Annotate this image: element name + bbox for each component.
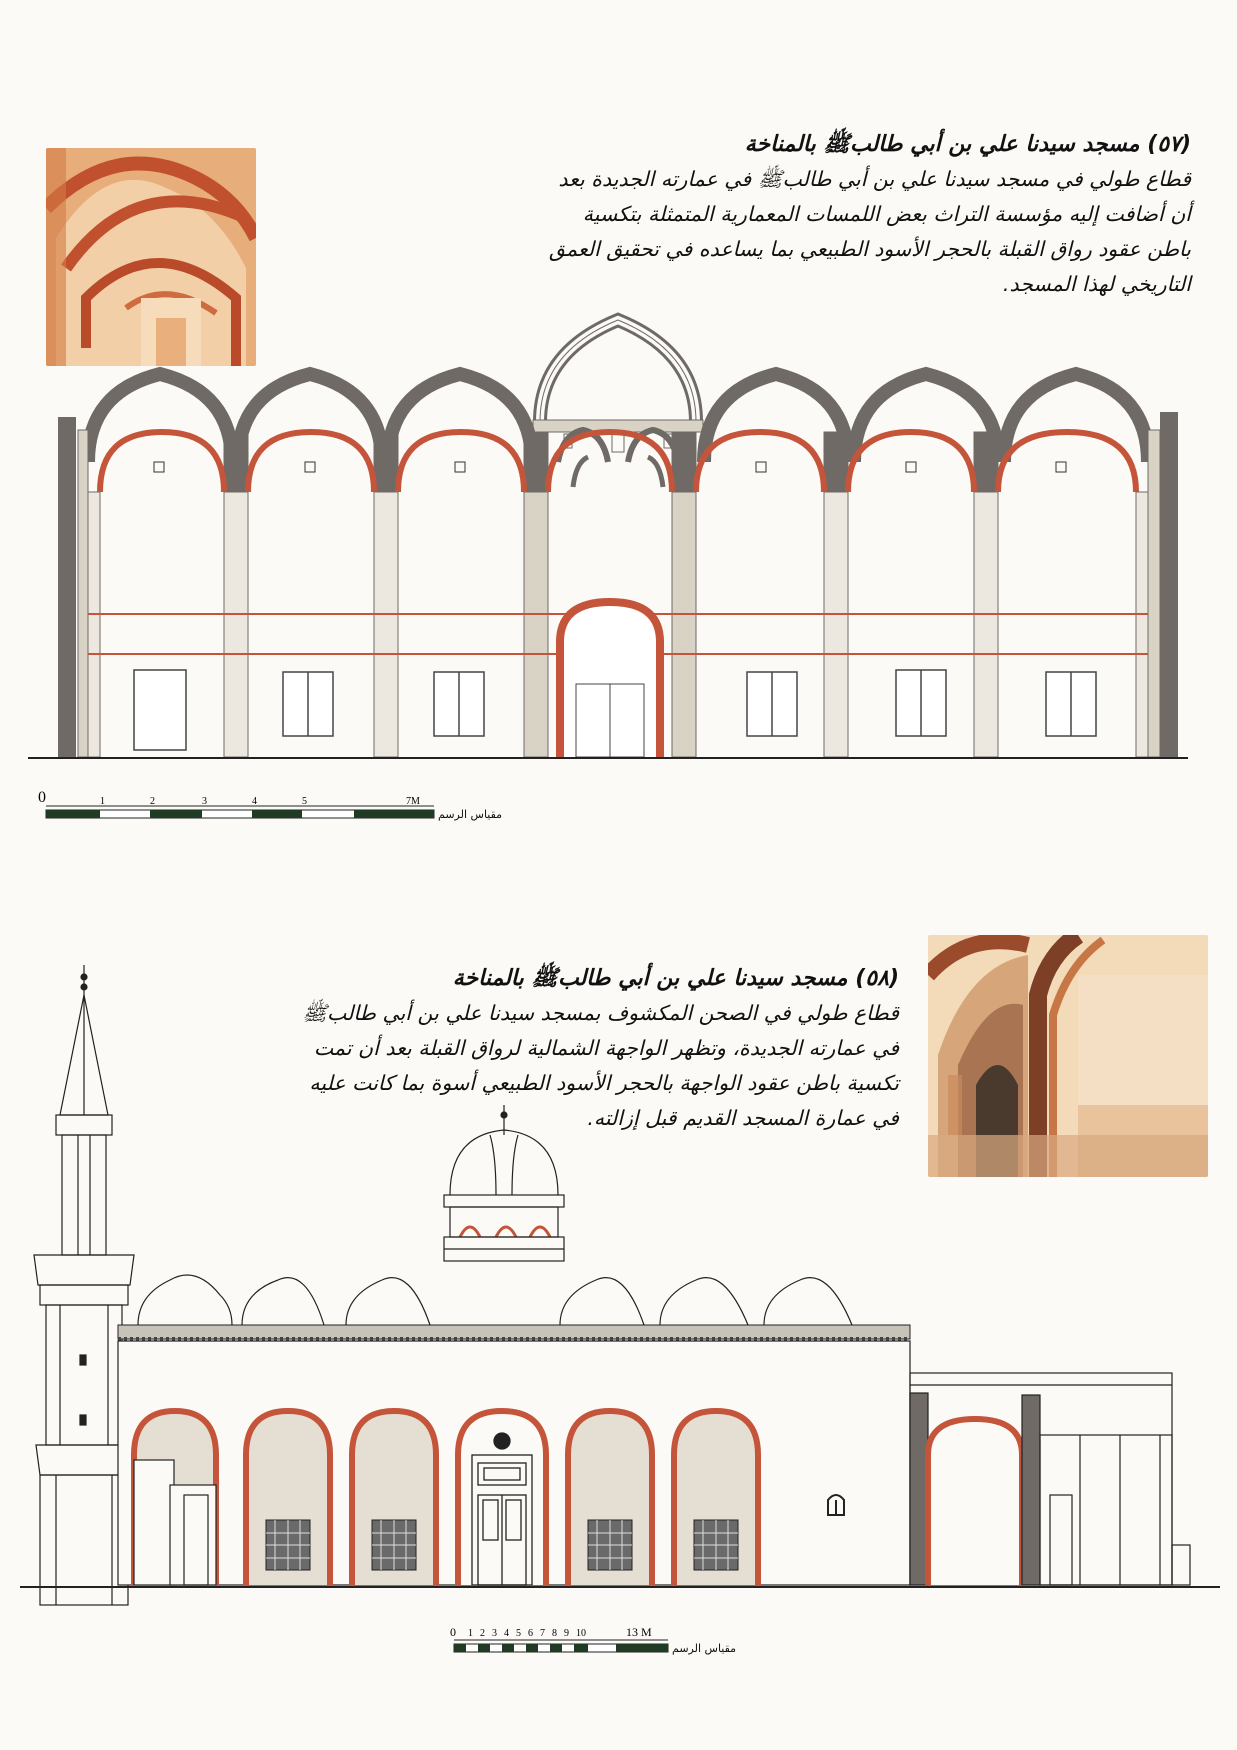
scale-label-57: مقياس الرسم (438, 808, 503, 821)
scale-tick: 7 (540, 1628, 545, 1639)
caption-57-line-2: أن أضافت إليه مؤسسة التراث بعض اللمسات المعمارية المتمثلة بتكسية (582, 202, 1191, 226)
scale-tick: 4 (504, 1628, 509, 1639)
scale-tick: 5 (302, 796, 307, 807)
scale-tick: 7M (406, 796, 420, 807)
caption-58-title: (٥٨) مسجد سيدنا علي بن أبي طالبﷺ بالمناخة (452, 966, 899, 991)
scale-tick: 8 (552, 1628, 557, 1639)
elevation-drawing-57 (28, 312, 1188, 780)
caption-57 (431, 128, 1191, 302)
caption-58-line-1: قطاع طولي في الصحن المكشوف بمسجد سيدنا علي بن أبي طالبﷺ (302, 1001, 899, 1025)
caption-58-line-3: تكسية باطن عقود الواجهة بالحجر الأسود الطبيعي أسوة بما كانت عليه (309, 1071, 899, 1095)
central-door (472, 1433, 532, 1585)
scale-tick: 3 (202, 796, 207, 807)
scale-label-58: مقياس الرسم (672, 1642, 737, 1655)
scale-tick: 0 (38, 789, 46, 806)
scale-tick: 4 (252, 796, 257, 807)
central-doorway (560, 602, 660, 757)
scale-tick: 0 (450, 1625, 456, 1639)
scale-tick: 3 (492, 1628, 497, 1639)
right-annex (910, 1373, 1190, 1585)
caption-58-line-4: في عمارة المسجد القديم قبل إزالته. (587, 1106, 899, 1130)
caption-57-line-1: قطاع طولي في مسجد سيدنا علي بن أبي طالبﷺ في عمارته الجديدة بعد (558, 167, 1191, 191)
caption-57-line-3: باطن عقود رواق القبلة بالحجر الأسود الطبيعي بما يساعده في تحقيق العمق (549, 237, 1191, 261)
scale-tick: 2 (150, 796, 155, 807)
caption-57-title: (٥٧) مسجد سيدنا علي بن أبي طالبﷺ بالمناخة (744, 132, 1191, 157)
central-dome (444, 1105, 564, 1261)
scale-tick: 9 (564, 1628, 569, 1639)
scale-bar-57 (34, 786, 554, 836)
caption-58-line-2: في عمارته الجديدة، وتظهر الواجهة الشمالية لرواق القبلة بعد أن تمت (313, 1036, 899, 1060)
scale-tick: 5 (516, 1628, 521, 1639)
scale-tick: 10 (576, 1628, 586, 1639)
elevation-drawing-58 (20, 955, 1220, 1615)
caption-57-line-4: التاريخي لهذا المسجد. (1002, 272, 1191, 296)
scale-tick: 6 (528, 1628, 533, 1639)
roof-domes (138, 1275, 852, 1325)
scale-tick: 13 M (626, 1625, 652, 1639)
scale-tick: 1 (468, 1628, 473, 1639)
scale-tick: 2 (480, 1628, 485, 1639)
scale-tick: 1 (100, 796, 105, 807)
scale-bar-58 (446, 1620, 806, 1670)
